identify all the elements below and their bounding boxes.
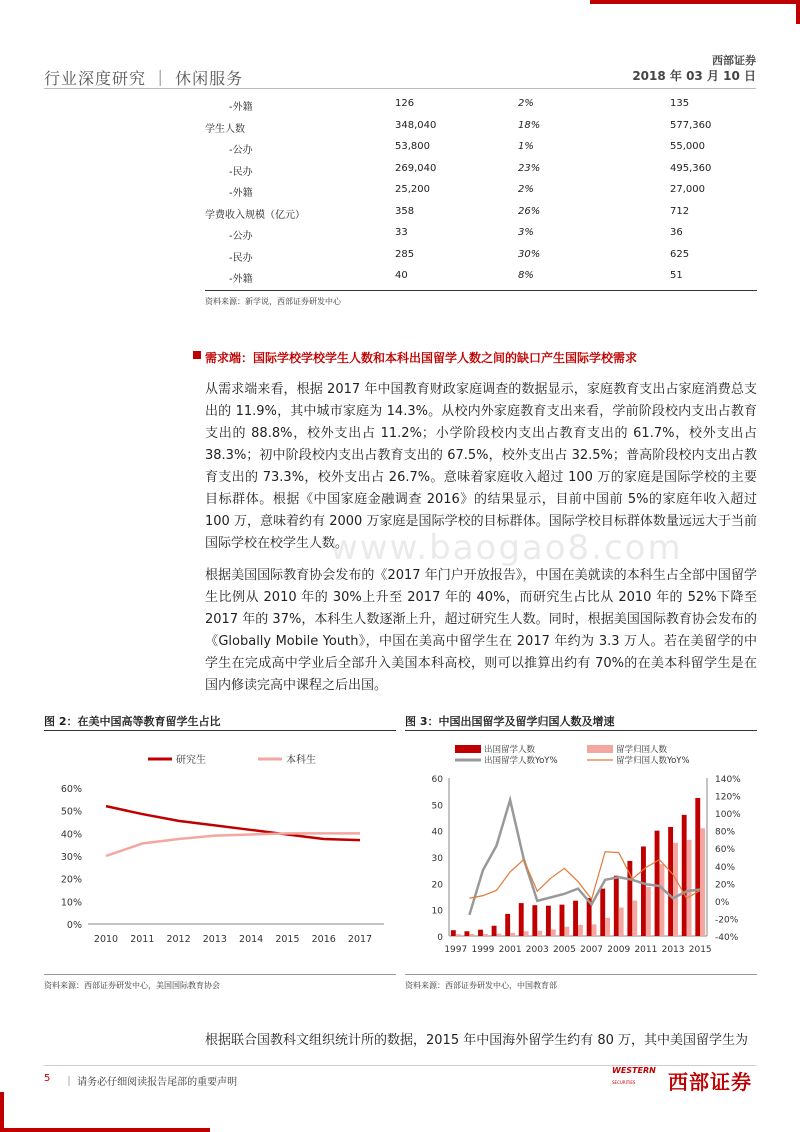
row-value-2020: 577,360 xyxy=(670,119,712,131)
x-tick-label: 2011 xyxy=(634,945,658,955)
legend-label: 本科生 xyxy=(286,755,316,766)
bar-returned-2015 xyxy=(700,828,705,936)
y-left-tick-label: 60 xyxy=(431,775,443,785)
row-value-2017: 358 xyxy=(395,205,415,217)
row-growth-pct: 2% xyxy=(518,98,534,109)
row-value-2017: 33 xyxy=(395,227,408,238)
table-source: 资料来源：新学说，西部证券研发中心 xyxy=(205,297,341,306)
y-right-tick-label: 0% xyxy=(715,897,730,908)
bar-returned-1997 xyxy=(456,934,461,936)
row-growth-pct: 1% xyxy=(518,141,534,152)
y-right-tick-label: 140% xyxy=(715,775,741,785)
y-right-tick-label: 80% xyxy=(715,827,736,838)
bar-outbound-1997 xyxy=(451,930,456,936)
bar-outbound-2002 xyxy=(519,903,524,936)
bar-outbound-2011 xyxy=(641,846,646,936)
row-value-2017: 269,040 xyxy=(395,162,437,174)
series-line-出国留学人数YoY% xyxy=(469,800,700,915)
row-value-2020: 495,360 xyxy=(670,162,712,174)
x-tick-label: 2014 xyxy=(239,934,264,945)
y-tick-label: 0% xyxy=(66,920,82,931)
row-label: -公办 xyxy=(229,145,253,156)
row-label: -外籍 xyxy=(229,274,253,285)
x-tick-label: 2001 xyxy=(498,945,522,955)
bar-outbound-2005 xyxy=(560,905,565,936)
y-right-tick-label: 40% xyxy=(715,862,736,873)
row-value-2017: 25,200 xyxy=(395,184,430,195)
bar-outbound-2000 xyxy=(492,926,497,936)
row-value-2020: 27,000 xyxy=(670,184,705,195)
row-label: -民办 xyxy=(229,252,253,264)
body-paragraph-3: 根据联合国教科文组织统计所的数据，2015 年中国海外留学生约有 80 万，其中美国留学生为 xyxy=(205,1033,749,1048)
western-logo-icon: WESTERN xyxy=(612,1066,656,1075)
fig2-chart xyxy=(44,732,396,970)
row-growth-pct: 18% xyxy=(518,119,541,131)
table-row xyxy=(205,136,765,158)
y-right-tick-label: 120% xyxy=(715,792,741,803)
fig3-source: 资料来源：西部证券研发中心，中国教育部 xyxy=(405,981,557,990)
section-heading: 需求端：国际学校学校学生人数和本科出国留学人数之间的缺口产生国际学校需求 xyxy=(205,351,638,365)
x-tick-label: 2017 xyxy=(347,934,373,945)
bar-returned-2009 xyxy=(619,908,624,936)
table-row xyxy=(205,158,765,180)
x-tick-label: 2005 xyxy=(552,945,576,955)
footer-disclaimer-note: ｜ 请务必仔细阅读报告尾部的重要声明 xyxy=(64,1077,238,1088)
row-value-2020: 51 xyxy=(670,270,683,281)
row-label: -外籍 xyxy=(229,102,253,113)
bar-outbound-2006 xyxy=(573,901,578,936)
header-firm-name: 西部证券 xyxy=(712,54,756,67)
bar-returned-1998 xyxy=(469,934,474,936)
bar-outbound-1999 xyxy=(478,930,483,936)
bar-outbound-2009 xyxy=(614,876,619,936)
row-value-2020: 712 xyxy=(670,205,690,217)
y-right-tick-label: -20% xyxy=(715,915,739,926)
bar-outbound-2001 xyxy=(505,914,510,936)
row-label: -民办 xyxy=(229,166,253,178)
table-row xyxy=(205,179,765,201)
table-row xyxy=(205,201,765,223)
y-left-tick-label: 10 xyxy=(431,906,443,917)
header-date: 2018 年 03 月 10 日 xyxy=(632,69,756,83)
row-growth-pct: 23% xyxy=(518,162,541,174)
bar-returned-2006 xyxy=(578,925,583,936)
y-tick-label: 40% xyxy=(60,829,82,841)
x-tick-label: 1999 xyxy=(471,945,495,955)
row-label: 学生人数 xyxy=(205,123,245,135)
x-tick-label: 2016 xyxy=(311,934,336,945)
fig3-top-rule xyxy=(405,730,757,731)
y-left-tick-label: 40 xyxy=(431,827,443,838)
y-right-tick-label: 20% xyxy=(715,880,736,891)
fig3-chart xyxy=(405,732,757,970)
bar-returned-2013 xyxy=(673,843,678,936)
bar-returned-2011 xyxy=(646,887,651,936)
x-tick-label: 2011 xyxy=(130,934,155,945)
row-label: -公办 xyxy=(229,231,253,242)
legend-label: 留学归国人数 xyxy=(616,745,668,755)
top-accent-bar-vertical xyxy=(796,0,800,24)
bar-outbound-1998 xyxy=(464,931,469,936)
y-right-tick-label: 60% xyxy=(715,845,736,856)
fig2-top-rule xyxy=(44,730,396,731)
table-row xyxy=(205,222,765,244)
bar-returned-2001 xyxy=(510,933,515,936)
legend-swatch xyxy=(455,745,481,753)
x-tick-label: 2009 xyxy=(607,945,631,955)
x-tick-label: 2010 xyxy=(93,934,119,945)
fig3-bottom-rule xyxy=(405,974,757,975)
row-label: -外籍 xyxy=(229,188,253,199)
table-bottom-rule xyxy=(205,290,757,291)
table-row xyxy=(205,265,765,287)
bar-returned-2004 xyxy=(551,929,556,936)
x-tick-label: 1997 xyxy=(444,945,468,955)
x-tick-label: 2003 xyxy=(525,945,549,955)
row-value-2017: 285 xyxy=(395,248,415,260)
y-left-tick-label: 20 xyxy=(431,880,443,891)
bar-outbound-2014 xyxy=(682,815,687,936)
y-left-tick-label: 50 xyxy=(431,801,443,812)
fig2-source: 资料来源：西部证券研发中心，美国国际教育协会 xyxy=(44,981,220,990)
row-value-2017: 348,040 xyxy=(395,119,437,131)
bar-outbound-2013 xyxy=(668,827,673,936)
bar-outbound-2010 xyxy=(627,861,632,936)
bar-returned-2010 xyxy=(632,900,637,936)
x-tick-label: 2012 xyxy=(166,934,191,945)
bar-returned-2008 xyxy=(605,918,610,936)
y-tick-label: 60% xyxy=(60,784,82,795)
x-tick-label: 2015 xyxy=(688,945,712,955)
watermark: www.baogao8.com xyxy=(330,528,683,568)
western-logo-subtext: SECURITIES xyxy=(612,1080,636,1085)
bar-returned-2007 xyxy=(592,924,597,936)
bar-returned-2012 xyxy=(659,864,664,936)
legend-label: 出国留学人数YoY% xyxy=(484,756,558,766)
bar-returned-2000 xyxy=(497,934,502,936)
y-tick-label: 50% xyxy=(60,806,82,818)
row-growth-pct: 3% xyxy=(518,227,534,238)
y-tick-label: 20% xyxy=(60,874,82,886)
row-growth-pct: 2% xyxy=(518,184,534,195)
x-tick-label: 2007 xyxy=(580,945,604,955)
bar-returned-2003 xyxy=(537,931,542,936)
series-line-本科生 xyxy=(106,833,360,856)
x-tick-label: 2013 xyxy=(202,934,227,945)
bar-outbound-2004 xyxy=(546,906,551,936)
row-label: 学费收入规模（亿元） xyxy=(205,209,305,221)
bar-returned-2002 xyxy=(524,931,529,936)
bottom-accent-bar-vertical xyxy=(0,1092,4,1132)
row-value-2017: 126 xyxy=(395,98,415,109)
row-value-2020: 135 xyxy=(670,98,690,109)
row-value-2020: 625 xyxy=(670,248,690,260)
body-paragraph-2: 根据美国国际教育协会发布的《2017 年门户开放报告》，中国在美就读的本科生占全部中国留学生比例从 2010 年的 30%上升至 2017 年的 40%，而研究生占比从 2010 年的 52%下降至 2017 年的 37%，本科生人数逐渐上升，超过研究生人数。同时，根据美国国际教育协会发布的《Globally Mobile Youth》，中国在美高中留学生在 2017 年约为 3.3 万人。若在美留学的中学生在完成高中学业后全部升入美国本科高校，则可以推算出约有 70%的在美本科留学生是在国内修读完高中课程之后出国。 xyxy=(205,568,757,693)
bar-returned-1999 xyxy=(483,934,488,936)
y-tick-label: 30% xyxy=(60,852,82,863)
legend-label: 出国留学人数 xyxy=(484,745,536,755)
legend-label: 留学归国人数YoY% xyxy=(616,756,690,766)
row-growth-pct: 8% xyxy=(518,270,534,281)
fig2-title: 图 2：在美中国高等教育留学生占比 xyxy=(44,715,221,728)
row-growth-pct: 30% xyxy=(518,248,541,260)
fig2-bottom-rule xyxy=(44,974,396,975)
row-growth-pct: 26% xyxy=(518,205,541,217)
top-accent-bar xyxy=(590,0,800,4)
header-divider xyxy=(44,88,756,89)
x-tick-label: 2013 xyxy=(661,945,685,955)
y-left-tick-label: 0 xyxy=(437,933,443,943)
report-category-title: 行业深度研究 ｜ 休闲服务 xyxy=(44,69,244,88)
bar-outbound-2003 xyxy=(532,905,537,936)
row-value-2017: 53,800 xyxy=(395,141,430,152)
bar-outbound-2008 xyxy=(600,889,605,936)
bar-outbound-2012 xyxy=(655,831,660,936)
bar-outbound-2015 xyxy=(695,798,700,936)
table-row xyxy=(205,93,765,115)
bar-returned-2005 xyxy=(564,927,569,936)
y-tick-label: 10% xyxy=(60,897,82,909)
row-value-2020: 55,000 xyxy=(670,141,705,152)
legend-label: 研究生 xyxy=(176,755,206,766)
row-value-2017: 40 xyxy=(395,270,408,281)
y-right-tick-label: -40% xyxy=(715,933,739,943)
fig3-title: 图 3：中国出国留学及留学归国人数及增速 xyxy=(405,715,615,728)
row-value-2020: 36 xyxy=(670,227,683,238)
table-row xyxy=(205,244,765,266)
table-row xyxy=(205,115,765,137)
bottom-accent-bar xyxy=(0,1128,210,1132)
legend-swatch xyxy=(587,745,613,753)
y-right-tick-label: 100% xyxy=(715,810,741,821)
y-left-tick-label: 30 xyxy=(431,854,443,864)
body-paragraph-1: 从需求端来看，根据 2017 年中国教育财政家庭调查的数据显示，家庭教育支出占家庭消费总支出的 11.9%，其中城市家庭为 14.3%。从校内外家庭教育支出来看，学前阶段校内支出占教育支出的 88.8%，校外支出占 11.2%；小学阶段校内支出占教育支出的 61.7%，校外支出占 38.3%；初中阶段校内支出占教育支出的 67.5%，校外支出占 32.5%；普高阶段校内支出占教育支出的 73.3%，校外支出占 26.7%。意味着家庭收入超过 100 万的家庭是国际学校的主要目标群体。根据《中国家庭金融调查 2016》的结果显示，目前中国前 5%的家庭年收入超过 100 万，意味着约有 2000 万家庭是国际学校的目标群体。国际学校目标群体数量远远大于当前国际学校在校学生人数。 xyxy=(205,382,757,551)
footer-brand-name: 西部证券 xyxy=(668,1070,752,1094)
bar-returned-2014 xyxy=(687,840,692,936)
section-marker-icon xyxy=(193,351,201,359)
x-tick-label: 2015 xyxy=(275,934,300,945)
page-number: 5 xyxy=(44,1073,51,1084)
